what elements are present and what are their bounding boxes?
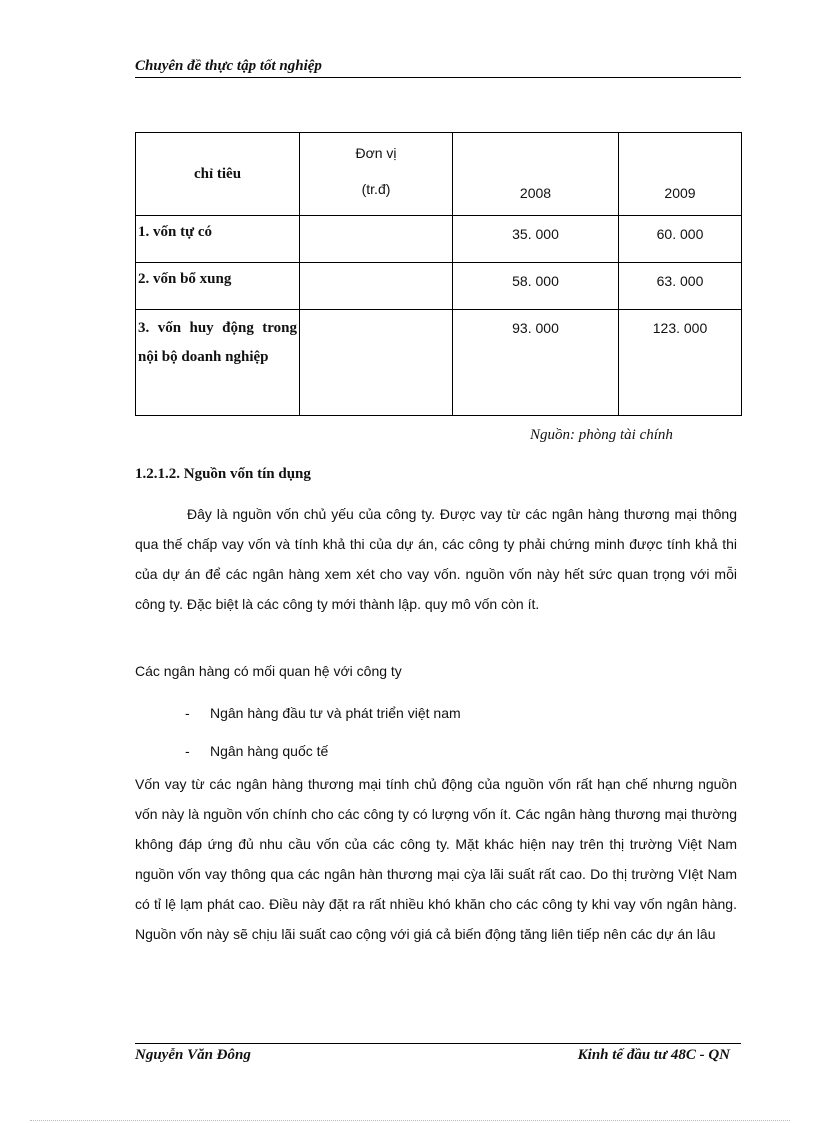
row-value-2008: 93. 000 — [453, 310, 619, 416]
table-row — [136, 216, 742, 263]
capital-table — [135, 132, 742, 416]
list-dash: - — [185, 705, 190, 721]
page-edge-divider — [30, 1120, 790, 1121]
source-note: Nguồn: phòng tài chính — [530, 427, 673, 443]
header-unit-line2: (tr.đ) — [361, 181, 391, 197]
section-heading: 1.2.1.2. Nguồn vốn tín dụng — [135, 466, 311, 482]
header-year-2008: 2008 — [453, 133, 619, 216]
row-value-2008: 58. 000 — [453, 263, 619, 310]
footer-class: Kinh tế đầu tư 48C - QN — [577, 1047, 730, 1063]
header-unit-line1: Đơn vị — [355, 145, 397, 161]
row-unit — [300, 310, 453, 416]
list-item-text: Ngân hàng đầu tư và phát triển việt nam — [210, 705, 461, 721]
header-rule — [135, 77, 741, 78]
paragraph-loan-analysis: Vốn vay từ các ngân hàng thương mại tính chủ động của nguồn vốn rất hạn chế nhưng nguồn vốn này là nguồn vốn chính cho các công ty có lượng vốn ít. Các ngân hàng thương mại thường không đáp ứng đủ nhu cầu vốn của các công ty. Mặt khác hiện nay trên thị trường Việt Nam nguồn vốn vay thông qua các ngân hàn thương mại cỳa lãi suất rất cao. Do thị trường VIệt Nam có tỉ lệ lạm phát cao. Điều này đặt ra rất nhiều khó khăn cho các công ty khi vay vốn ngân hàng. Nguồn vốn này sẽ chịu lãi suất cao cộng với giá cả biến động tăng liên tiếp nên các dự án lâu — [135, 776, 737, 942]
list-item — [185, 694, 461, 732]
row-label: 1. vốn tự có — [136, 216, 300, 263]
row-unit — [300, 216, 453, 263]
header-indicator: chỉ tiêu — [136, 133, 300, 216]
row-label: 3. vốn huy động trong nội bộ doanh nghiệp — [136, 310, 300, 416]
table-row — [136, 263, 742, 310]
header-year-2009: 2009 — [619, 133, 742, 216]
paragraph-banks-intro: Các ngân hàng có mối quan hệ với công ty — [135, 663, 402, 679]
list-dash: - — [185, 743, 190, 759]
row-value-2008: 35. 000 — [453, 216, 619, 263]
header-unit — [300, 133, 453, 216]
row-value-2009: 123. 000 — [619, 310, 742, 416]
footer-rule — [135, 1043, 741, 1044]
row-value-2009: 63. 000 — [619, 263, 742, 310]
table-header-row — [136, 133, 742, 216]
row-value-2009: 60. 000 — [619, 216, 742, 263]
list-item — [185, 732, 461, 770]
header-title: Chuyên đề thực tập tốt nghiệp — [135, 58, 322, 74]
list-item-text: Ngân hàng quốc tế — [210, 743, 329, 759]
row-label: 2. vốn bổ xung — [136, 263, 300, 310]
footer-author: Nguyễn Văn Đông — [135, 1047, 251, 1063]
paragraph-credit-intro: Đây là nguồn vốn chủ yếu của công ty. Được vay từ các ngân hàng thương mại thông qua thế chấp vay vốn và tính khả thi của dự án, các công ty phải chứng minh được tính khả thi của dự án để các ngân hàng xem xét cho vay vốn. nguồn vốn này hết sức quan trọng với mỗi công ty. Đặc biệt là các công ty mới thành lập. quy mô vốn còn ít. — [135, 506, 737, 612]
row-unit — [300, 263, 453, 310]
bank-list — [185, 694, 461, 770]
table-row — [136, 310, 742, 416]
